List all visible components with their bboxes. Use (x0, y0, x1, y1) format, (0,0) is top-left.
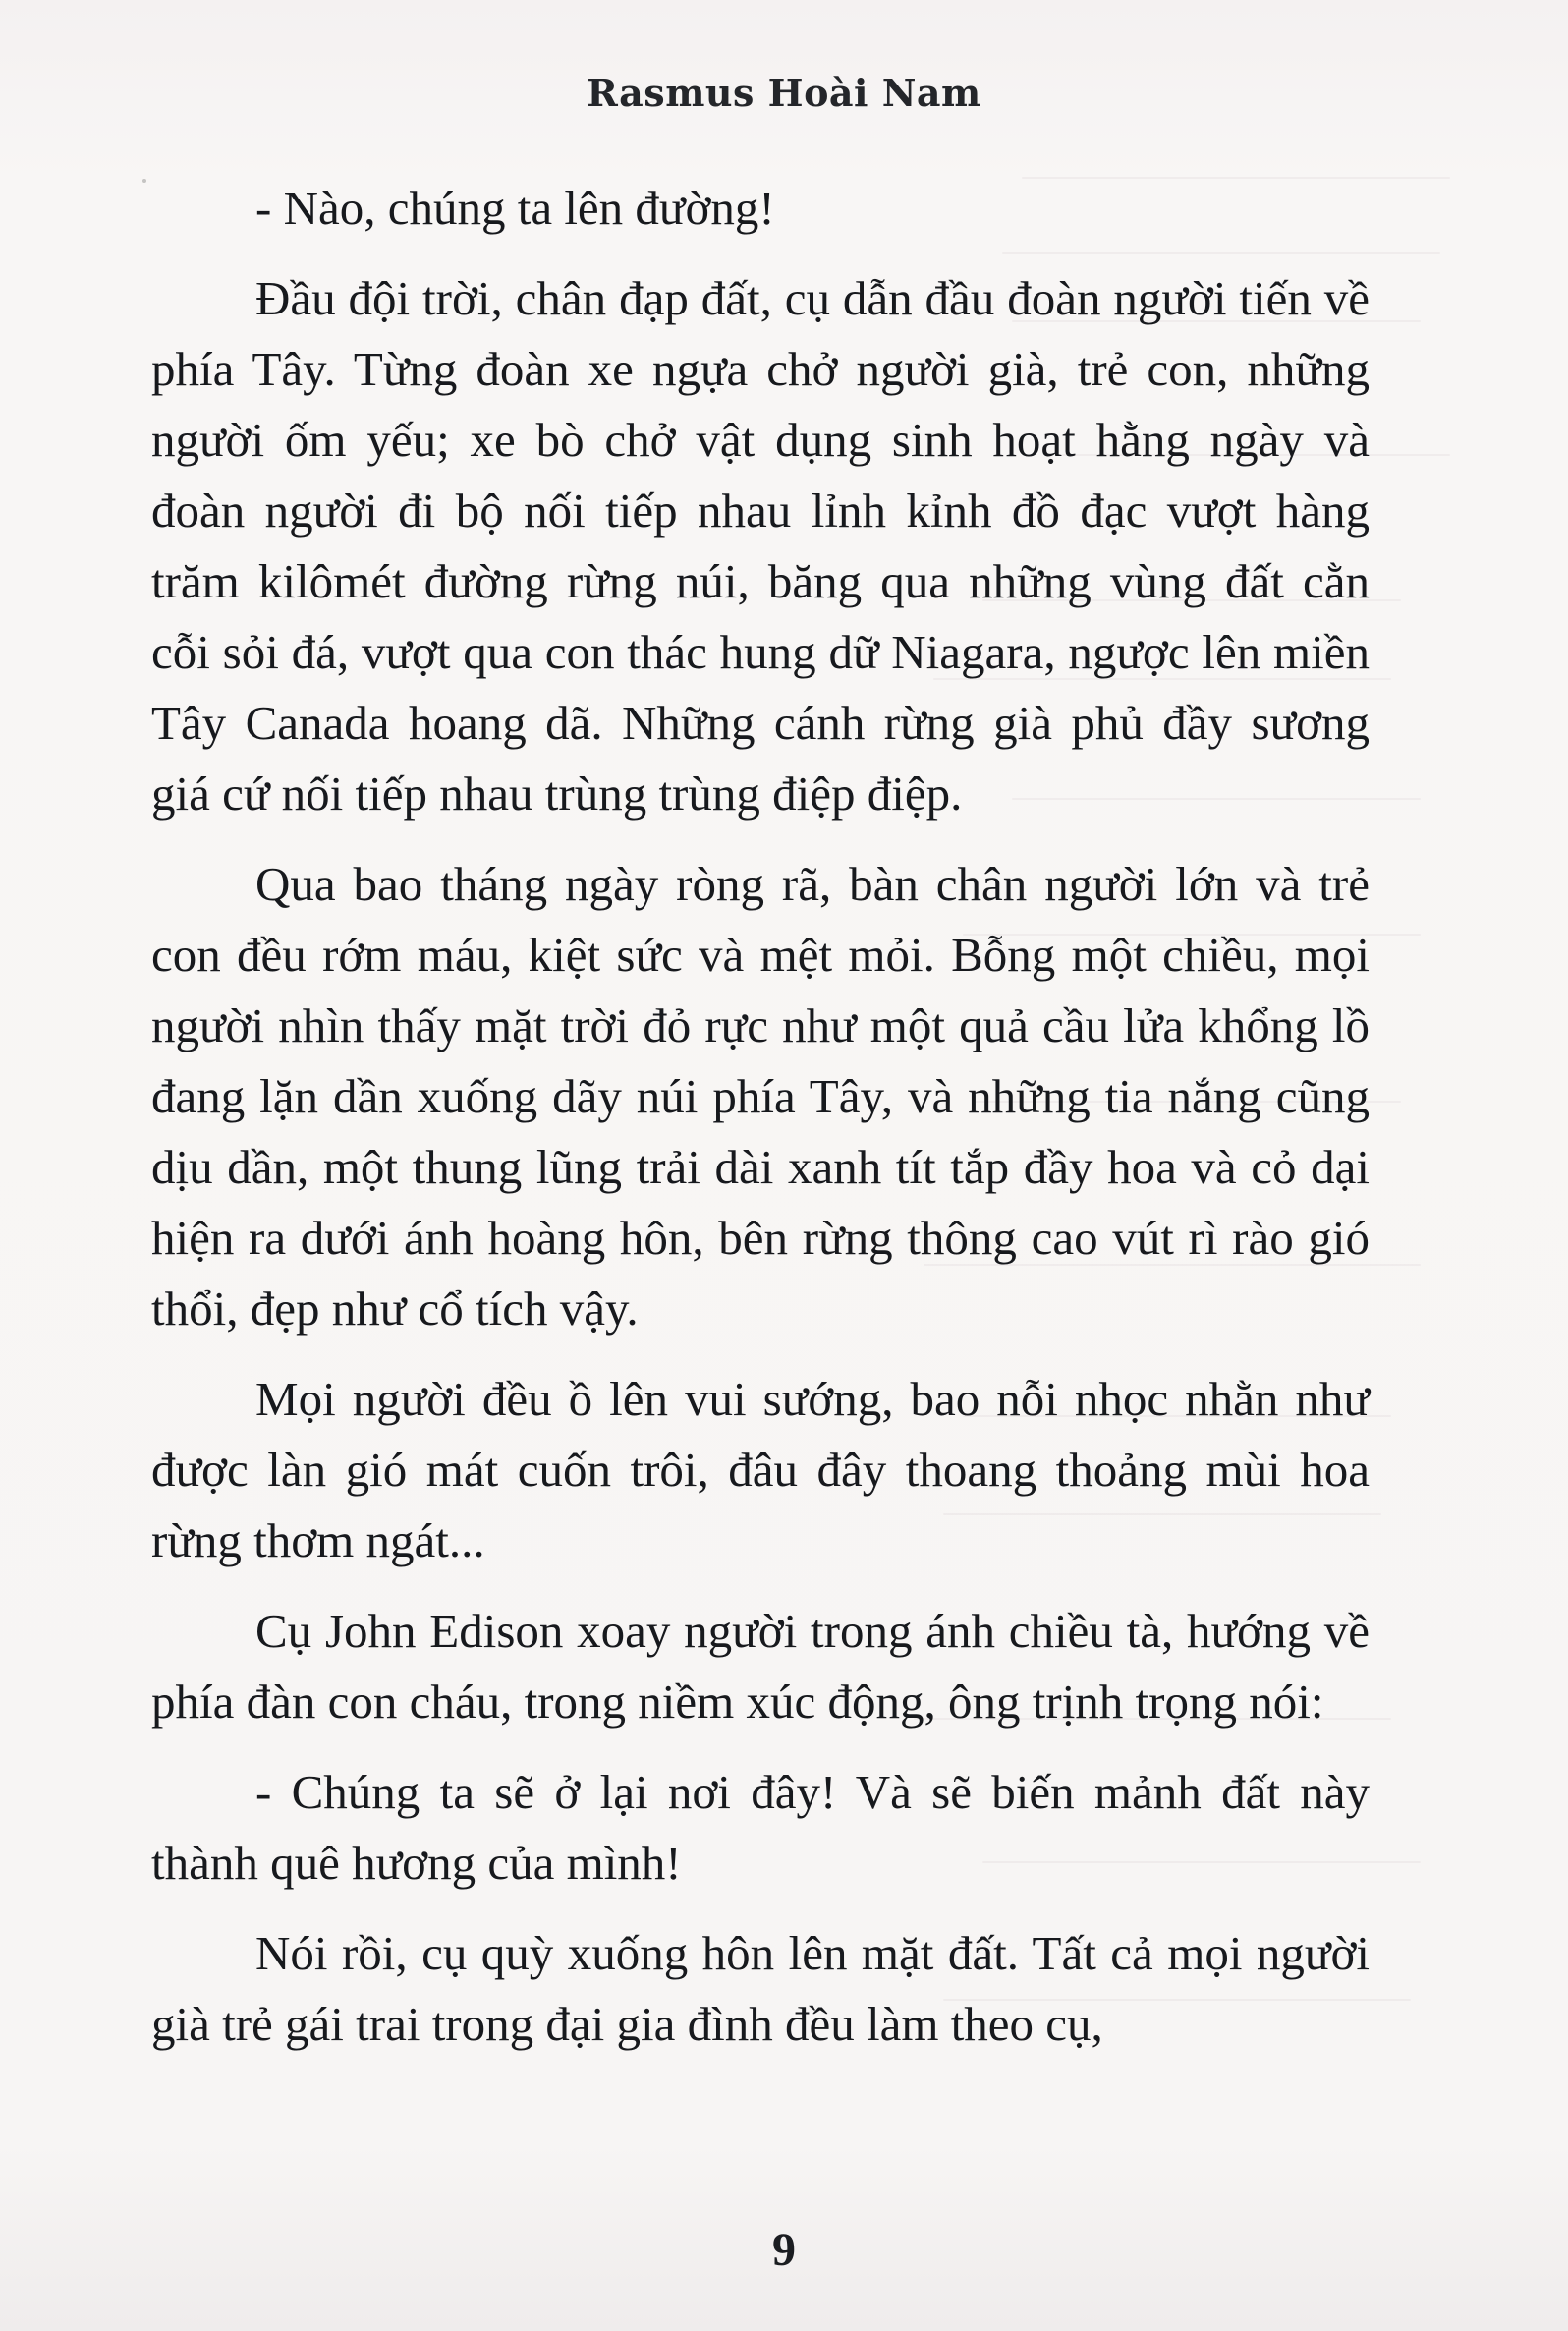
paragraph-1: - Nào, chúng ta lên đường! (255, 181, 775, 235)
page-number: 9 (772, 2224, 796, 2276)
running-header: Rasmus Hoài Nam (587, 71, 981, 115)
page-speck (142, 179, 146, 183)
paragraph-3: Qua bao tháng ngày ròng rã, bàn chân người lớn và trẻ con đều rớm máu, kiệt sức và mệt mỏi. Bỗng một chiều, mọi người nhìn thấy mặt trời đỏ rực như một quả cầu lửa khổng lồ đang lặn dần xuống dãy núi phía Tây, và những tia nắng cũng dịu dần, một thung lũng trải dài xanh tít tắp đầy hoa và cỏ dại hiện ra dưới ánh hoàng hôn, bên rừng thông cao vút rì rào gió thổi, đẹp như cổ tích vậy. (151, 857, 1370, 1336)
paragraph-7: Nói rồi, cụ quỳ xuống hôn lên mặt đất. Tất cả mọi người già trẻ gái trai trong đại gia đình đều làm theo cụ, (151, 1926, 1370, 2051)
paragraph-5: Cụ John Edison xoay người trong ánh chiều tà, hướng về phía đàn con cháu, trong niềm xúc động, ông trịnh trọng nói: (151, 1604, 1370, 1729)
page-text (151, 173, 1370, 2079)
paragraph-4: Mọi người đều ồ lên vui sướng, bao nỗi nhọc nhằn như được làn gió mát cuốn trôi, đâu đây thoang thoảng mùi hoa rừng thơm ngát... (151, 1372, 1370, 1567)
paragraph-2: Đầu đội trời, chân đạp đất, cụ dẫn đầu đoàn người tiến về phía Tây. Từng đoàn xe ngựa chở người già, trẻ con, những người ốm yếu; xe bò chở vật dụng sinh hoạt hằng ngày và đoàn người đi bộ nối tiếp nhau lỉnh kỉnh đồ đạc vượt hàng trăm kilômét đường rừng núi, băng qua những vùng đất cằn cỗi sỏi đá, vượt qua con thác hung dữ Niagara, ngược lên miền Tây Canada hoang dã. Những cánh rừng già phủ đầy sương giá cứ nối tiếp nhau trùng trùng điệp điệp. (151, 271, 1370, 821)
paragraph-6: - Chúng ta sẽ ở lại nơi đây! Và sẽ biến mảnh đất này thành quê hương của mình! (151, 1765, 1370, 1890)
